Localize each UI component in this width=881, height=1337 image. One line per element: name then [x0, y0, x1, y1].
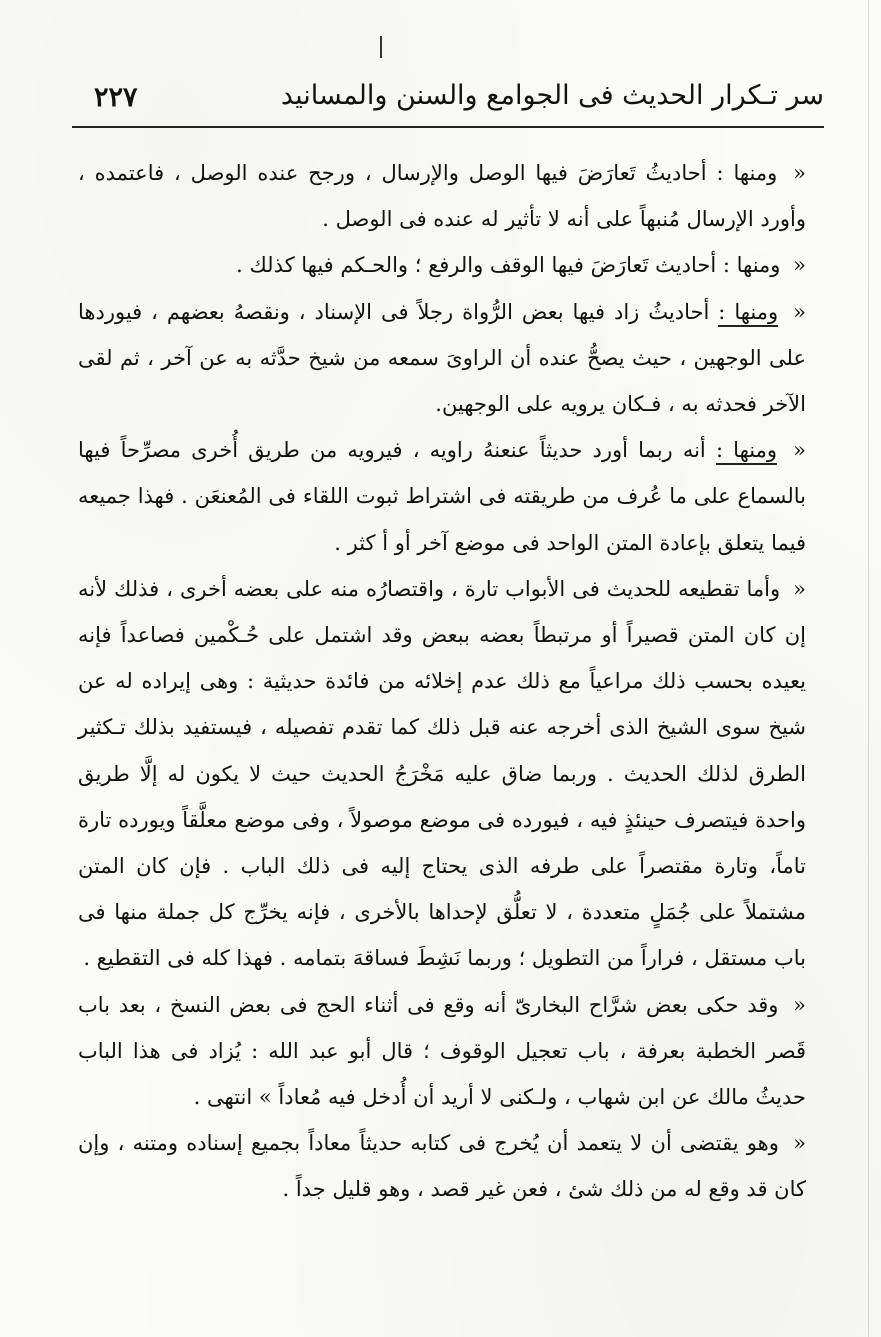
paragraph-lead: ومنها : — [718, 300, 778, 327]
body-text — [78, 150, 806, 1213]
paragraph-text: وقد حكى بعض شرَّاح البخارىّ أنه وقع فى أثناء الحج فى بعض النسخ ، بعد باب قَصر الخطبة بعرفة ، باب تعجيل الوقوف ؛ قال أبو عبد الله : يُزاد فى هذا الباب حديثُ مالك عن ابن شهاب ، ولـكنى لا أريد أن أُدخل فيه مُعاداً » انتهى . — [78, 992, 806, 1110]
paragraph-text: وهو يقتضى أن لا يتعمد أن يُخرج فى كتابه حديثاً معاداً بجميع إسناده ومتنه ، وإن كان قد وقع له من ذلك شئ ، فعن غير قصد ، وهو قليل جداً . — [78, 1131, 806, 1202]
paragraph-lead: ومنها : — [716, 161, 778, 185]
opening-guillemet: « — [793, 438, 806, 463]
opening-guillemet: « — [793, 576, 806, 601]
paragraph-text: أحاديثُ زاد فيها بعض الرُّواة رجلاً فى الإسناد ، ونقصهُ بعضهم ، فيوردها على الوجهين ، حيث يصحُّ عنده أن الراوىَ سمعه من شيخ حدَّثه به عن آخر ، ثم لقى الآخر فحدثه به ، فـكان يرويه على الوجهين. — [78, 299, 806, 417]
paragraph-2 — [78, 242, 806, 288]
opening-guillemet: « — [793, 253, 806, 278]
top-margin-mark — [380, 36, 382, 58]
paragraph-text: أنه ربما أورد حديثاً عنعنهُ راويه ، فيرويه من طريق أُخرى مصرِّحاً فيها بالسماع على ما عُرف من طريقته فى اشتراط ثبوت اللقاء فى المُعنعَن . فهذا جميعه فيما يتعلق بإعادة المتن الواحد فى موضع آخر أو أ كثر . — [78, 438, 806, 555]
opening-guillemet: « — [793, 992, 806, 1017]
header-rule — [72, 126, 824, 128]
paragraph-lead: ومنها : — [716, 438, 777, 465]
page-fold-line — [868, 0, 869, 1337]
running-title: سر تـكرار الحديث فى الجوامع والسنن والمسانيد — [280, 80, 824, 111]
paragraph-3 — [78, 289, 806, 428]
paragraph-7 — [78, 1120, 806, 1212]
paragraph-5 — [78, 566, 806, 982]
paragraph-lead: ومنها : — [722, 253, 781, 278]
paragraph-text: وأما تقطيعه للحديث فى الأبواب تارة ، واقتصارُه منه على بعضه أخرى ، فذلك لأنه إن كان المتن قصيراً أو مرتبطاً بعضه ببعض وقد اشتمل على حُـكْمين فصاعداً فإنه يعيده بحسب ذلك مراعياً مع ذلك عدم إخلائه من فائدة حديثية : وهى إيراده له عن شيخ سوى الشيخ الذى أخرجه عنه قبل ذلك كما تقدم تفصيله ، فيستفيد بذلك تـكثير الطرق لذلك الحديث . وربما ضاق عليه مَخْرَجُ الحديث حيث لا يكون له إلَّا طريق واحدة فيتصرف حينئذٍ فيه ، فيورده فى موضع موصولاً ، وفى موضع معلَّقاً ويورده تارة تاماً، وتارة مقتصراً على طرفه الذى يحتاج إليه فى ذلك الباب . فإن كان المتن مشتملاً على جُمَلٍ متعددة ، لا تعلُّق لإحداها بالأخرى ، فإنه يخرِّج كل جملة منها فى باب مستقل ، فراراً من التطويل ؛ وربما نَشِطَ فساقهَ بتمامه . فهذا كله فى التقطيع . — [78, 576, 806, 971]
paragraph-1 — [78, 150, 806, 242]
paragraph-6 — [78, 982, 806, 1121]
opening-guillemet: « — [793, 161, 806, 185]
opening-guillemet: « — [793, 1131, 806, 1156]
page-number: ٢٢٧ — [94, 82, 138, 113]
opening-guillemet: « — [793, 299, 806, 324]
paragraph-text: أحاديث تَعارَضَ فيها الوقف والرفع ؛ والحـكم فيها كذلك . — [236, 253, 717, 278]
paragraph-text: أحاديثُ تَعارَضَ فيها الوصل والإرسال ، ورجح عنده الوصل ، فاعتمده ، وأورد الإرسال مُنبهاً على أنه لا تأثير له عنده فى الوصل . — [78, 161, 806, 232]
page-header — [72, 78, 824, 128]
paragraph-4 — [78, 427, 806, 566]
